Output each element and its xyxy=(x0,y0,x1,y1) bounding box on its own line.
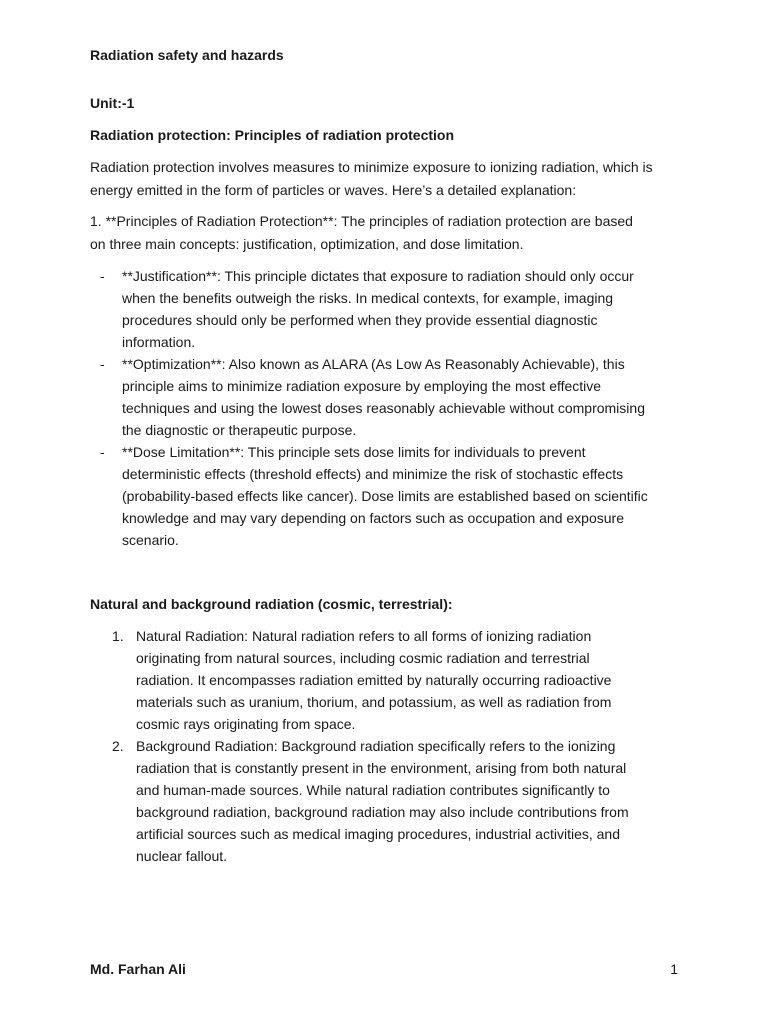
unit-label: Unit:-1 xyxy=(90,95,135,111)
bullet-marker: - xyxy=(100,356,105,372)
intro-paragraph: Radiation protection involves measures to minimize exposure to ionizing radiation, which is energy emitted in the form of particles or waves. Here’s a detailed explanation: xyxy=(90,159,653,198)
footer-author: Md. Farhan Ali xyxy=(90,961,186,977)
page-number: 1 xyxy=(670,961,678,977)
principles-paragraph: 1. **Principles of Radiation Protection**: The principles of radiation protection are based on three main concepts: justification, optimization, and dose limitation. xyxy=(90,213,633,252)
list-number: 1. xyxy=(112,628,124,644)
section1-heading: Radiation protection: Principles of radiation protection xyxy=(90,127,455,143)
document-page: Radiation safety and hazards Unit:-1 Radiation protection: Principles of radiation protection Radiation protection involves measures to minimize exposure to ionizing radiation, which is energy emitted in the form of particles or waves. Here’s a detailed explanation: 1. **Principles of Radiation Protection**: The principles of radiation protection are based on three main concepts: justification, optimization, and dose limitation. - **Justification**: This principle dictates that exposure to radiation should only occur when the benefits outweigh the risks. In medical contexts, for example, imaging procedures should only be performed when they provide essential diagnostic information. - **Optimization**: Also known as ALARA (As Low As Reasonably Achievable), this principle aims to minimize radiation exposure by employing the most effective techniques and using the lowest doses reasonably achievable without compromising the diagnostic or therapeutic purpose. - **Dose Limitation**: This principle sets dose limits for individuals to prevent deterministic effects (threshold effects) and minimize the risk of stochastic effects (probability-based effects like cancer). Dose limits are established based on scientific knowledge and may vary depending on factors such as occupation and exposure scenario. Natural and background radiation (cosmic, terrestrial): 1. Natural Radiation: Natural radiation refers to all forms of ionizing radiation originating from natural sources, including cosmic radiation and terrestrial radiation. It encompasses radiation emitted by naturally occurring radioactive materials such as uranium, thorium, and potassium, as well as radiation from cosmic rays originating from space. 2. Background Radiation: Background radiation specifically refers to the ionizing radiation that is constantly present in the environment, arising from both natural and human-made sources. While natural radiation contributes significantly to background radiation, background radiation may also include contributions from artificial sources such as medical imaging procedures, industrial activities, and nuclear fallout. Md. Farhan Ali 1 xyxy=(0,0,768,1024)
bullet-marker: - xyxy=(100,444,105,460)
section2-heading: Natural and background radiation (cosmic, terrestrial): xyxy=(90,596,453,612)
document-title: Radiation safety and hazards xyxy=(90,47,284,63)
list-number: 2. xyxy=(112,738,124,754)
bullet-marker: - xyxy=(100,268,105,284)
